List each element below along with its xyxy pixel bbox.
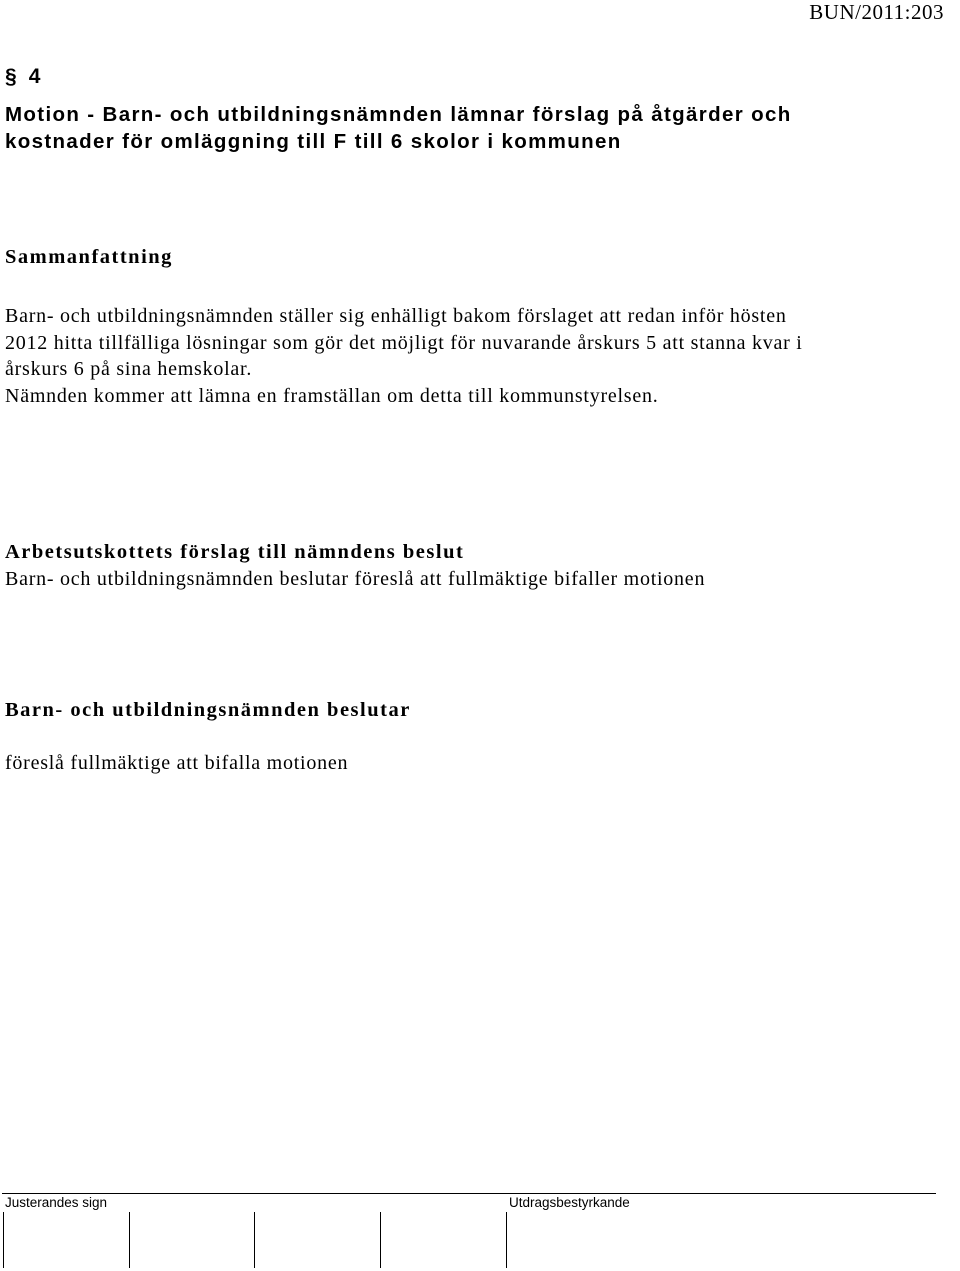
signature-box-divider — [3, 1212, 4, 1268]
proposal-heading: Arbetsutskottets förslag till nämndens beslut — [5, 541, 465, 563]
proposal-text: Barn- och utbildningsnämnden beslutar föreslå att fullmäktige bifaller motionen — [5, 568, 706, 590]
certification-box-divider — [506, 1212, 507, 1268]
signature-box-divider — [254, 1212, 255, 1268]
document-reference: BUN/2011:203 — [809, 0, 944, 24]
document-title — [5, 101, 950, 155]
signature-box-divider — [129, 1212, 130, 1268]
summary-line: Nämnden kommer att lämna en framställan om detta till kommunstyrelsen. — [5, 384, 659, 407]
summary-line: 2012 hitta tillfälliga lösningar som gör det möjligt för nuvarande årskurs 5 att stanna kvar i — [5, 331, 803, 354]
section-marker — [5, 64, 40, 90]
section-number: 4 — [28, 65, 41, 88]
footer-rule — [2, 1193, 936, 1194]
section-symbol: § — [5, 65, 17, 88]
certification-label: Utdragsbestyrkande — [509, 1195, 630, 1210]
signature-box-divider — [380, 1212, 381, 1268]
decision-heading: Barn- och utbildningsnämnden beslutar — [5, 699, 411, 721]
signature-footer — [0, 1190, 960, 1271]
summary-text — [5, 303, 803, 409]
decision-text: föreslå fullmäktige att bifalla motionen — [5, 752, 349, 774]
summary-heading: Sammanfattning — [5, 246, 173, 268]
title-line-2: kostnader för omläggning till F till 6 skolor i kommunen — [5, 130, 622, 153]
signature-label: Justerandes sign — [5, 1195, 108, 1210]
summary-line: årskurs 6 på sina hemskolar. — [5, 358, 253, 380]
summary-line: Barn- och utbildningsnämnden ställer sig enhälligt bakom förslaget att redan inför hösten — [5, 305, 787, 327]
title-line-1: Motion - Barn- och utbildningsnämnden lämnar förslag på åtgärder och — [5, 103, 792, 126]
